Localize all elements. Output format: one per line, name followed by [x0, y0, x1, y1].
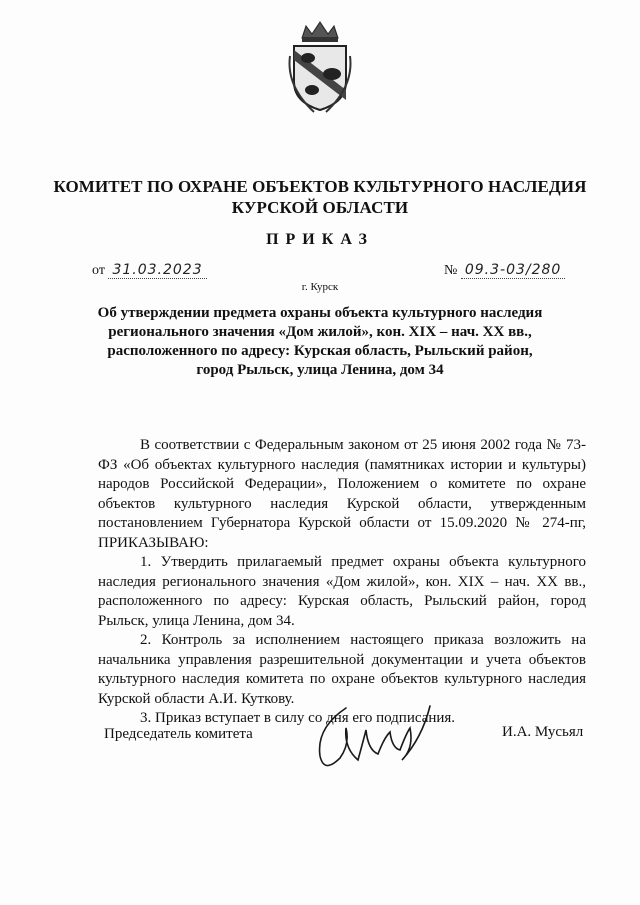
date-field — [92, 262, 207, 279]
signatory-name: И.А. Мусьял — [502, 724, 584, 740]
city-label: г. Курск — [301, 281, 339, 293]
number-prefix: № — [444, 263, 458, 278]
order-body — [98, 436, 586, 729]
signatory-position: Председатель комитета — [104, 726, 253, 742]
document-type: ПРИКАЗ — [266, 231, 374, 248]
date-value: 31.03.2023 — [108, 262, 206, 279]
intro-paragraph: В соответствии с Федеральным законом от 25 июня 2002 года № 73-ФЗ «Об объектах культурного наследия (памятниках истории и культуры) народов Российской Федерации», Положением о комитете по охране объектов культурного наследия Курской области, утвержденным постановлением Губернатора Курской области от 15.09.2020 № 274-пг, ПРИКАЗЫВАЮ: — [98, 437, 586, 551]
number-field — [444, 262, 565, 279]
handwritten-signature — [306, 698, 436, 778]
order-subject: Об утверждении предмета охраны объекта культурного наследия регионального значения «Дом жилой», кон. XIX – нач. XX вв., расположенного по адресу: Курская область, Рыльский район, город Рыльск, улица Ленина, дом 34 — [97, 305, 543, 378]
coat-of-arms-icon — [284, 16, 356, 114]
committee-title-line1: КОМИТЕТ ПО ОХРАНЕ ОБЪЕКТОВ КУЛЬТУРНОГО НАСЛЕДИЯ — [53, 177, 587, 196]
order-item-3: 3. Приказ вступает в силу со дня его подписания. — [140, 710, 456, 726]
order-item-2: 2. Контроль за исполнением настоящего приказа возложить на начальника управления разрешительной документации и учета объектов культурного наследия комитета по охране объектов культурного наследия Курской области А.И. Куткову. — [98, 632, 586, 707]
number-value: 09.3-03/280 — [461, 262, 565, 279]
committee-title — [40, 176, 600, 218]
order-item-1: 1. Утвердить прилагаемый предмет охраны объекта культурного наследия регионального значения «Дом жилой», кон. XIX – нач. XX вв., расположенного по адресу: Курская область, Рыльский район, город Рыльск, улица Ленина, дом 34. — [98, 554, 586, 629]
committee-title-line2: КУРСКОЙ ОБЛАСТИ — [231, 198, 409, 217]
date-prefix: от — [92, 263, 105, 278]
